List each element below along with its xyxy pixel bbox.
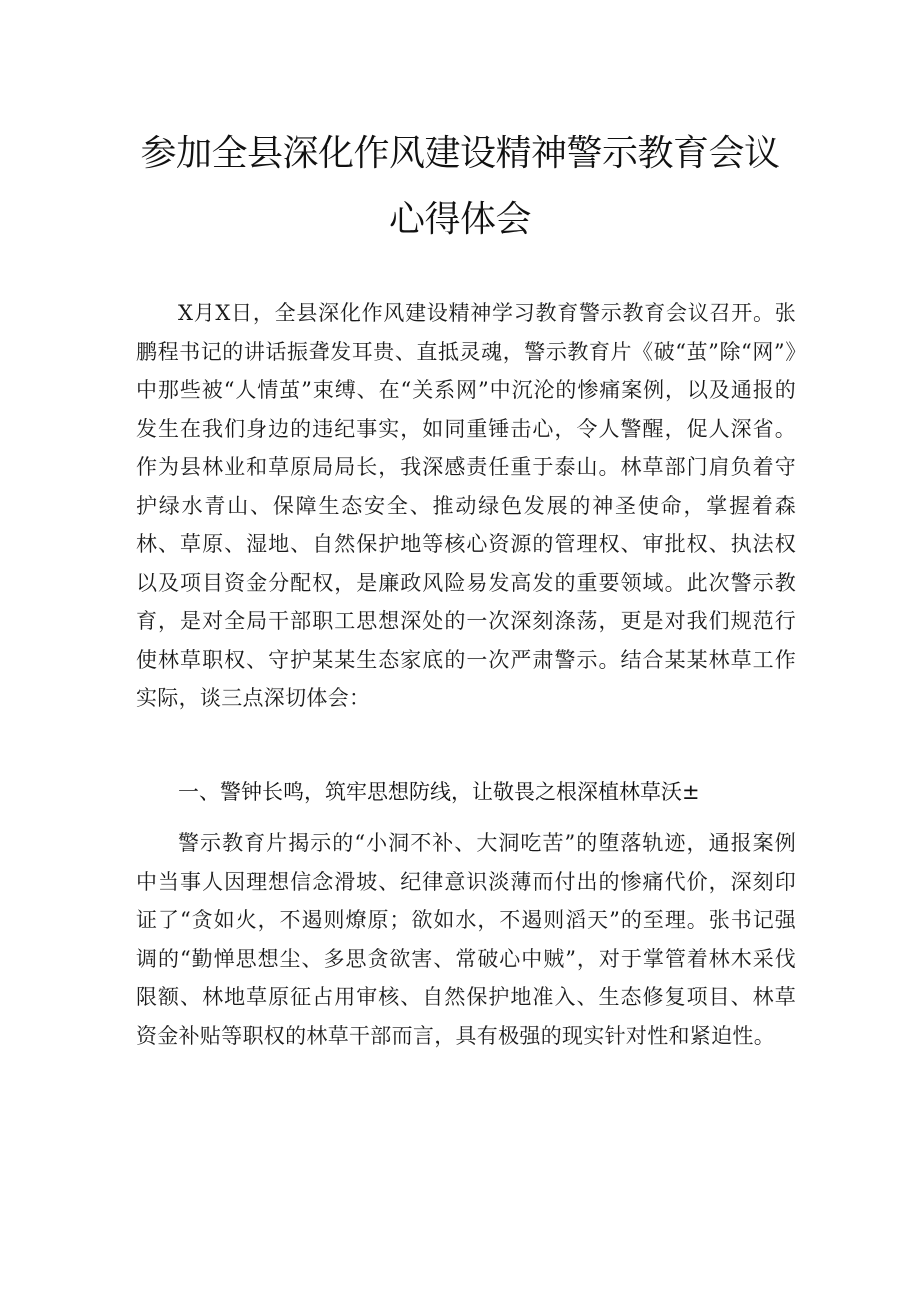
- document-title-line-1: 参加全县深化作风建设精神警示教育会议: [140, 133, 780, 174]
- document-title-line-2: 心得体会: [388, 199, 531, 240]
- section-1-paragraph: 警示教育片揭示的“小洞不补、大洞吃苦”的堕落轨迹，通报案例中当事人因理想信念滑坡、纪律意识淡薄而付出的惨痛代价，深刻印证了“贪如火，不遏则燎原；欲如水，不遏则滔天”的至理。张书记强调的“勤惮思想尘、多思贪欲害、常破心中贼”，对于掌管着林木采伐限额、林地草原征占用审核、自然保护地准入、生态修复项目、林草资金补贴等职权的林草干部而言，具有极强的现实针对性和紧迫性。: [136, 831, 796, 1048]
- intro-paragraph: X月X日，全县深化作风建设精神学习教育警示教育会议召开。张鹏程书记的讲话振聋发耳贵、直抵灵魂，警示教育片《破“茧”除“网”》中那些被“人情茧”束缚、在“关系网”中沉沦的惨痛案例，以及通报的发生在我们身边的违纪事实，如同重锤击心，令人警醒，促人深省。作为县林业和草原局局长，我深感责任重于泰山。林草部门肩负着守护绿水青山、保障生态安全、推动绿色发展的神圣使命，掌握着森林、草原、湿地、自然保护地等核心资源的管理权、审批权、执法权以及项目资金分配权，是廉政风险易发高发的重要领域。此次警示教育，是对全局干部职工思想深处的一次深刻涤荡，更是对我们规范行使林草职权、守护某某生态家底的一次严肃警示。结合某某林草工作实际，谈三点深切体会：: [136, 301, 796, 710]
- section-heading-1: 一、警钟长鸣，筑牢思想防线，让敬畏之根深植林草沃±: [178, 780, 700, 804]
